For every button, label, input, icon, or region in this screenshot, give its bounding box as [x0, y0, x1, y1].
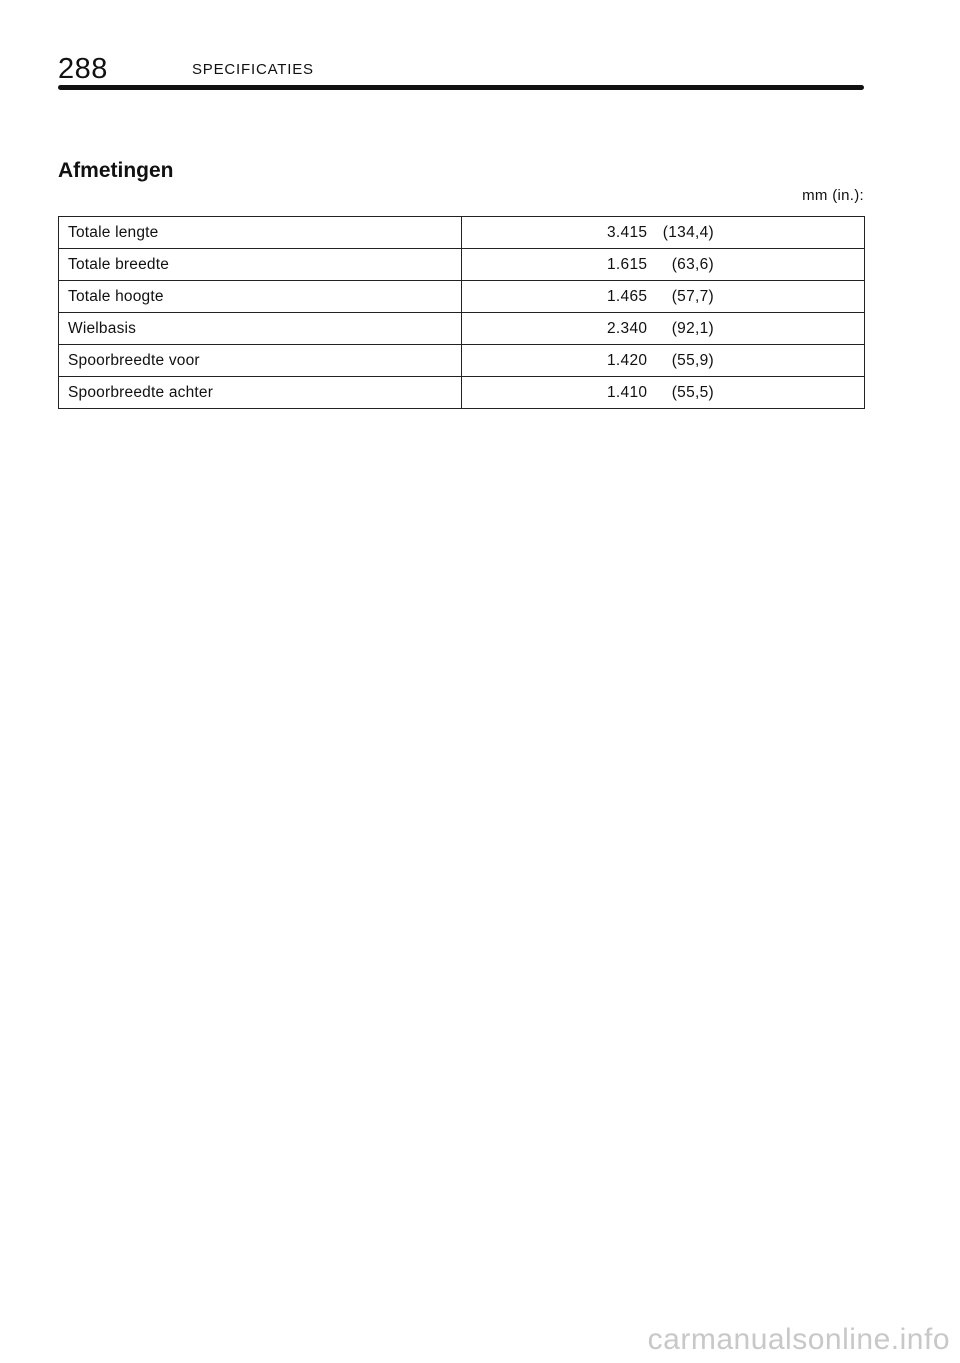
row-value [462, 345, 865, 377]
imperial-value: (63,6) [671, 255, 714, 273]
table-row [59, 313, 865, 345]
row-value [462, 249, 865, 281]
row-value [462, 217, 865, 249]
table-row [59, 281, 865, 313]
row-label: Spoorbreedte achter [59, 377, 462, 409]
imperial-value: (57,7) [671, 287, 714, 305]
imperial-value: (92,1) [671, 319, 714, 337]
row-value [462, 313, 865, 345]
imperial-value: (55,9) [671, 351, 714, 369]
dimensions-table [58, 216, 865, 409]
row-label: Spoorbreedte voor [59, 345, 462, 377]
table-row [59, 217, 865, 249]
row-value [462, 377, 865, 409]
metric-value: 1.410 [607, 383, 648, 401]
unit-note: mm (in.): [802, 187, 864, 204]
table-row [59, 345, 865, 377]
metric-value: 1.615 [607, 255, 648, 273]
row-value [462, 281, 865, 313]
row-label: Totale breedte [59, 249, 462, 281]
row-label: Totale lengte [59, 217, 462, 249]
metric-value: 1.465 [607, 287, 648, 305]
page-number: 288 [58, 53, 108, 85]
metric-value: 1.420 [607, 351, 648, 369]
watermark: carmanualsonline.info [647, 1323, 950, 1356]
metric-value: 2.340 [607, 319, 648, 337]
metric-value: 3.415 [607, 223, 648, 241]
section-title: Afmetingen [58, 159, 174, 182]
imperial-value: (55,5) [671, 383, 714, 401]
table-row [59, 249, 865, 281]
row-label: Wielbasis [59, 313, 462, 345]
section-name: SPECIFICATIES [192, 61, 314, 78]
page-header [58, 52, 864, 92]
imperial-value: (134,4) [662, 223, 714, 241]
header-rule [58, 85, 864, 90]
table-row [59, 377, 865, 409]
row-label: Totale hoogte [59, 281, 462, 313]
